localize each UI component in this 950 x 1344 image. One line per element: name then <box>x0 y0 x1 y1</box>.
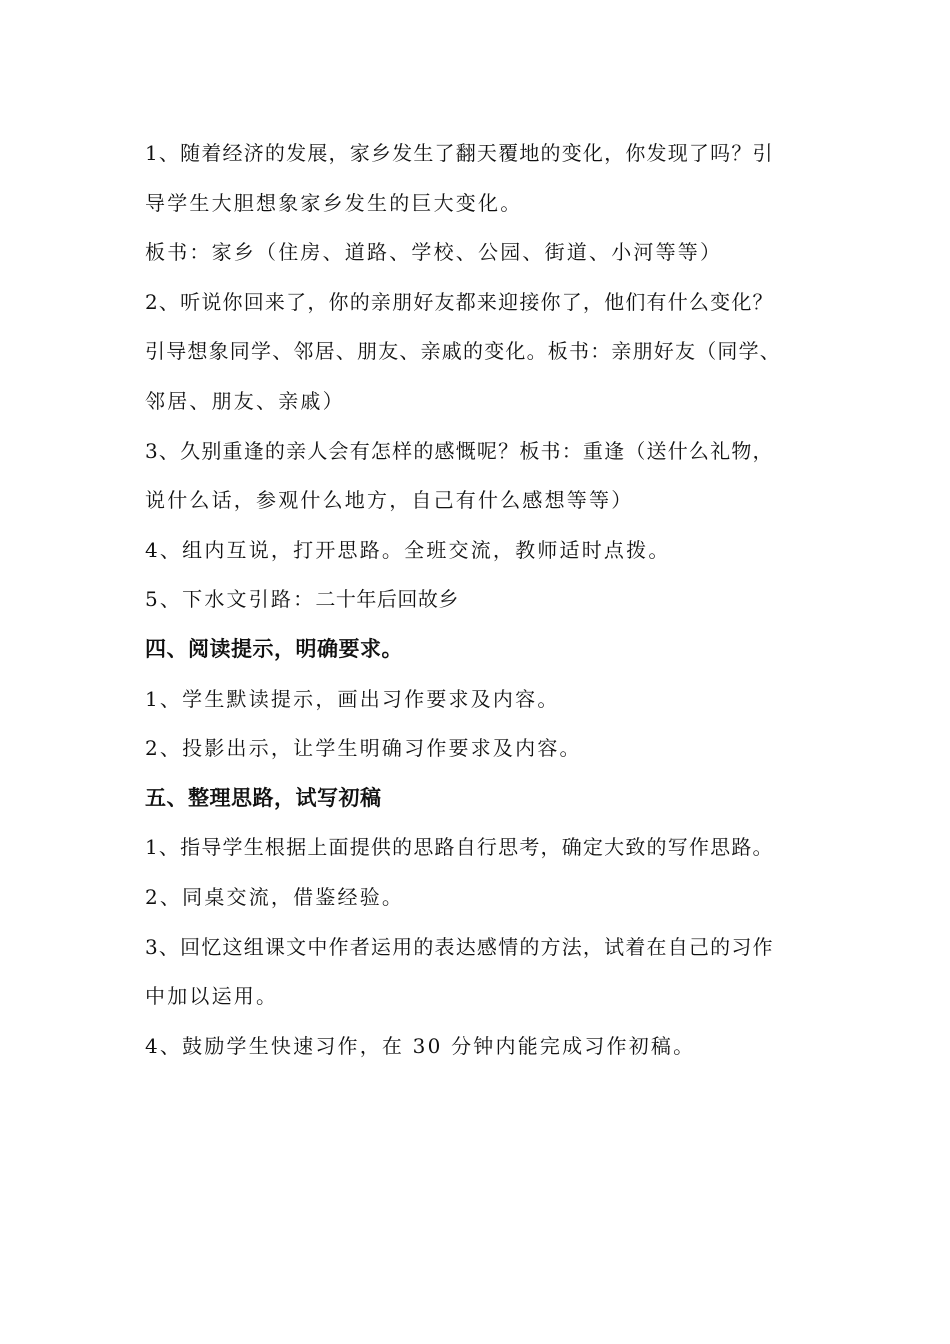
text-line: 说什么话，参观什么地方，自己有什么感想等等） <box>145 488 634 513</box>
text-line: 3、回忆这组课文中作者运用的表达感情的方法，试着在自己的习作 <box>145 934 774 959</box>
text-line: 1、随着经济的发展，家乡发生了翻天覆地的变化，你发现了吗？引 <box>145 141 774 165</box>
text-line: 1、指导学生根据上面提供的思路自行思考，确定大致的写作思路。 <box>145 835 774 860</box>
text-line: 3、久别重逢的亲人会有怎样的感慨呢？板书：重逢（送什么礼物， <box>145 438 774 463</box>
document-body <box>145 133 815 1075</box>
section-heading: 四、阅读提示，明确要求。 <box>145 636 403 661</box>
text-line: 导学生大胆想象家乡发生的巨大变化。 <box>145 190 523 215</box>
text-line: 邻居、朋友、亲戚） <box>145 388 345 413</box>
text-line-with-sample-title <box>145 579 815 629</box>
text-line: 2、听说你回来了，你的亲朋好友都来迎接你了，他们有什么变化？ <box>145 289 774 314</box>
text-line: 引导想象同学、邻居、朋友、亲戚的变化。板书：亲朋好友（同学、 <box>145 339 781 364</box>
text-line: 中加以运用。 <box>145 984 279 1009</box>
text-line: 4、组内互说，打开思路。全班交流，教师适时点拨。 <box>145 537 671 562</box>
text-line: 2、投影出示，让学生明确习作要求及内容。 <box>145 736 582 761</box>
text-line: 板书：家乡（住房、道路、学校、公园、街道、小河等等） <box>145 240 723 265</box>
section-heading: 五、整理思路，试写初稿 <box>145 785 382 810</box>
text-line: 4、鼓励学生快速习作，在 30 分钟内能完成习作初稿。 <box>145 1033 696 1058</box>
text-line: 1、学生默读提示，画出习作要求及内容。 <box>145 686 560 711</box>
text-line: 2、同桌交流，借鉴经验。 <box>145 884 405 909</box>
text-line-prefix: 5、下水文引路： <box>145 587 316 612</box>
sample-essay-title: 二十年后回故乡 <box>315 587 459 612</box>
